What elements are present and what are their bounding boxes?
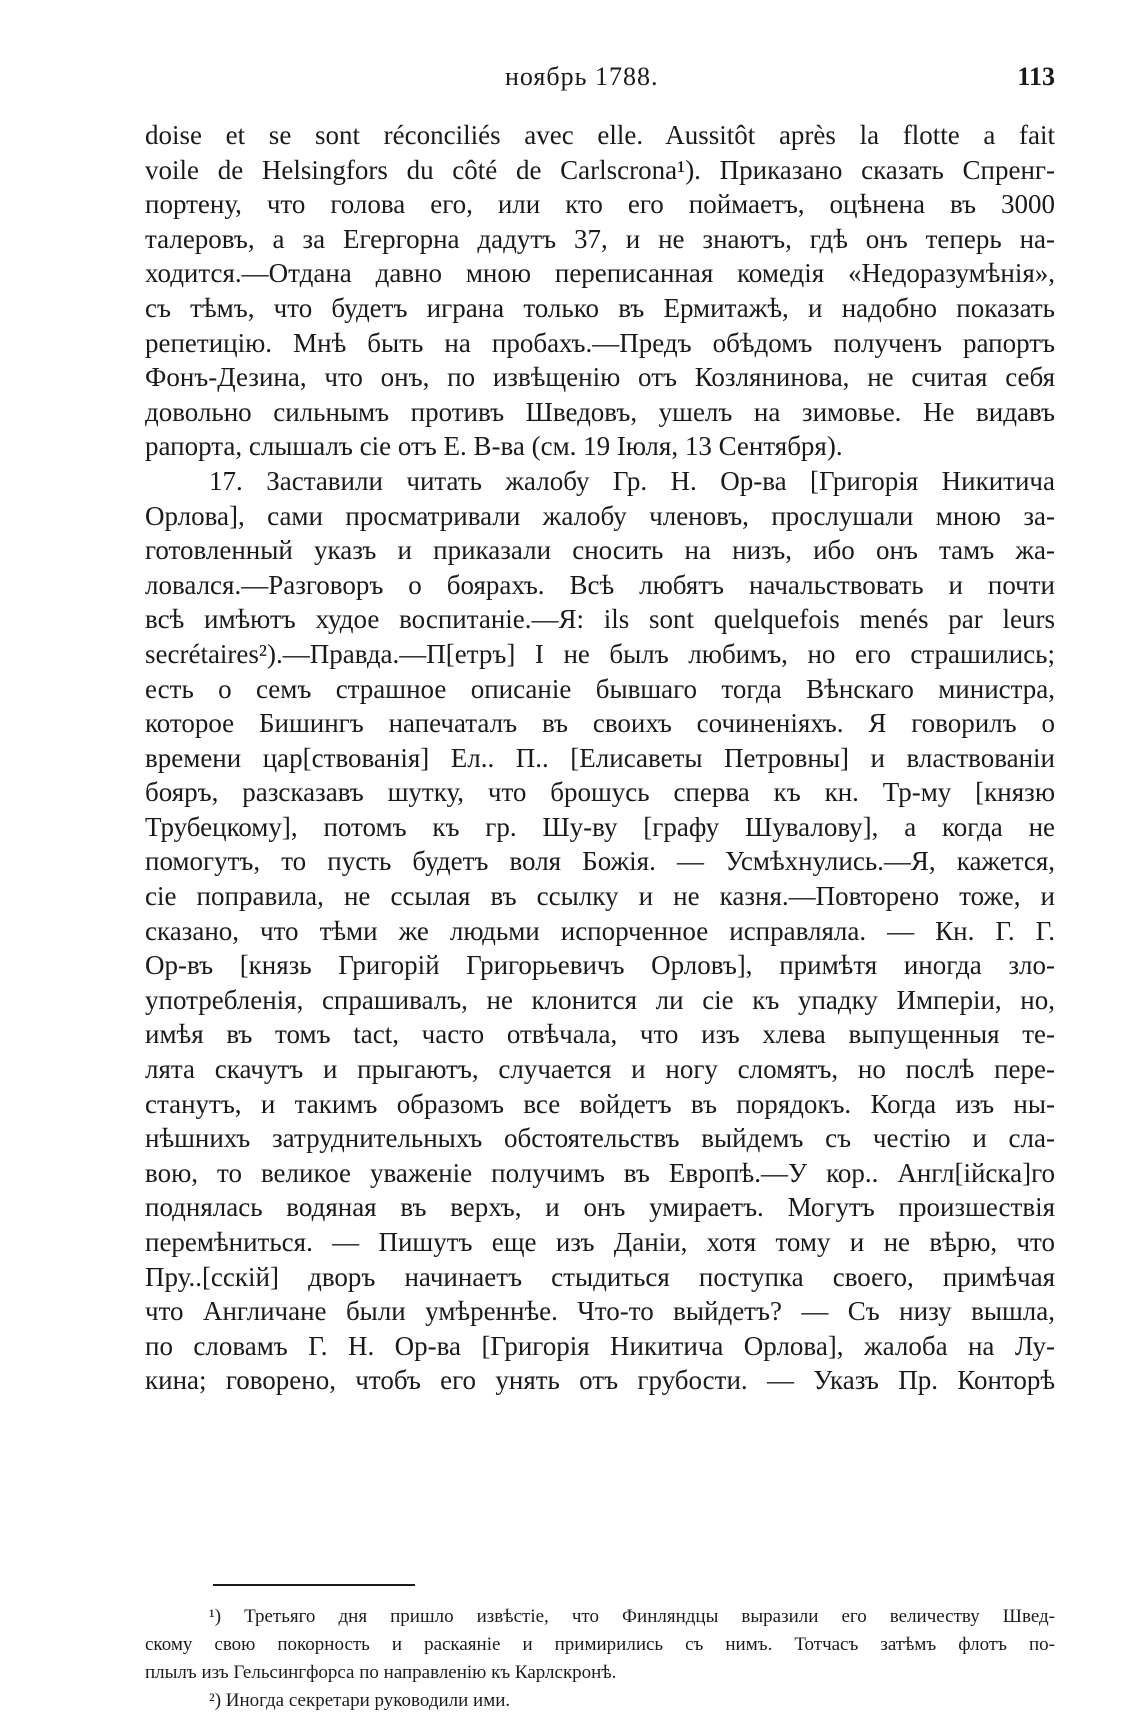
- text-line: времени цар[ствованія] Ел.. П.. [Елисаветы Петровны] и властвованіи: [145, 742, 1055, 773]
- text-line: есть о семъ страшное описаніе бывшаго тогда Вѣнскаго министра,: [145, 673, 1055, 704]
- text-line: бояръ, разсказавъ шутку, что брошусь сперва къ кн. Тр-му [князю: [145, 777, 1055, 808]
- text-line: Ор-въ [князь Григорій Григорьевичъ Орловъ], примѣтя иногда зло-: [145, 950, 1055, 981]
- text-line: поднялась водяная въ верхъ, и онъ умираетъ. Могутъ произшествія: [145, 1192, 1055, 1223]
- footnote-line: ²) Иногда секретари руководили ими.: [209, 1690, 511, 1711]
- text-line: voile de Helsingfors du côté de Carlscrona¹). Приказано сказать Спренг-: [145, 154, 1055, 185]
- text-line: что Англичане были умѣреннѣе. Что-то выйдетъ? — Съ низу вышла,: [145, 1296, 1055, 1327]
- text-line: рапорта, слышалъ сіе отъ Е. В-ва (см. 19 Іюля, 13 Сентября).: [145, 431, 843, 462]
- text-line: перемѣниться. — Пишутъ еще изъ Даніи, хотя тому и не вѣрю, что: [145, 1227, 1055, 1257]
- text-line: вою, то великое уваженіе получимъ въ Европѣ.—У кор.. Англ[ійска]го: [145, 1157, 1055, 1188]
- text-line: ловался.—Разговоръ о боярахъ. Всѣ любятъ начальствовать и почти: [145, 569, 1055, 600]
- text-line: сіе поправила, не ссылая въ ссылку и не казня.—Повторено тоже, и: [145, 881, 1055, 912]
- text-line: довольно сильнымъ противъ Шведовъ, ушелъ на зимовье. Не видавъ: [145, 396, 1055, 427]
- text-line: имѣя въ томъ tact, часто отвѣчала, что изъ хлева выпущенныя те-: [145, 1019, 1055, 1050]
- text-line: Орлова], сами просматривали жалобу членовъ, прослушали мною за-: [145, 500, 1055, 531]
- text-line: нѣшнихъ затруднительныхъ обстоятельствъ выйдемъ съ честію и сла-: [145, 1123, 1055, 1154]
- text-line: съ тѣмъ, что будетъ играна только въ Ермитажѣ, и надобно показать: [145, 292, 1055, 323]
- text-line: помогутъ, то пусть будетъ воля Божія. — Усмѣхнулись.—Я, кажется,: [145, 846, 1055, 877]
- page-header: [145, 62, 1055, 102]
- text-line: употребленія, спрашивалъ, не клонится ли сіе къ упадку Имперіи, но,: [145, 984, 1055, 1015]
- text-line: Трубецкому], потомъ къ гр. Шу-ву [графу Шувалову], а когда не: [145, 811, 1055, 842]
- text-line: сказано, что тѣми же людьми испорченное исправляла. — Кн. Г. Г.: [145, 915, 1055, 946]
- footnote-line: скому свою покорность и раскаяніе и примирились съ нимъ. Тотчасъ затѣмъ флотъ по-: [145, 1634, 1055, 1655]
- text-line: кина; говорено, чтобъ его унять отъ грубости. — Указъ Пр. Конторѣ: [145, 1365, 1055, 1396]
- text-line: которое Бишингъ напечаталъ въ своихъ сочиненіяхъ. Я говорилъ о: [145, 708, 1055, 739]
- text-line: ходится.—Отдана давно мною переписанная комедія «Недоразумѣнія»,: [145, 258, 1055, 289]
- text-line: готовленный указъ и приказали сносить на низъ, ибо онъ тамъ жа-: [145, 535, 1055, 566]
- text-line: по словамъ Г. Н. Ор-ва [Григорія Никитича Орлова], жалоба на Лу-: [145, 1330, 1055, 1361]
- running-title: ноябрь 1788.: [505, 62, 659, 91]
- text-line: Пру..[сскій] дворъ начинаетъ стыдиться поступка своего, примѣчая: [145, 1261, 1055, 1292]
- page-number: 113: [1017, 62, 1055, 91]
- footnote-line: плылъ изъ Гельсингфорса по направленію къ Карлскронѣ.: [145, 1662, 617, 1683]
- main-text: [145, 118, 1055, 1398]
- text-line: станутъ, и такимъ образомъ все войдетъ въ порядокъ. Когда изъ ны-: [145, 1088, 1055, 1119]
- text-line: репетицію. Мнѣ быть на пробахъ.—Предъ обѣдомъ полученъ рапортъ: [145, 327, 1055, 358]
- text-line: портену, что голова его, или кто его поймаетъ, оцѣнена въ 3000: [145, 189, 1055, 220]
- footnote-line: ¹) Третьяго дня пришло извѣстіе, что Финляндцы выразили его величеству Швед-: [209, 1606, 1055, 1627]
- text-line: doise et se sont réconciliés avec elle. Aussitôt après la flotte a fait: [145, 120, 1055, 150]
- text-line: Фонъ-Дезина, что онъ, по извѣщенію отъ Козлянинова, не считая себя: [145, 362, 1055, 393]
- text-line: лята скачутъ и прыгаютъ, случается и ногу сломятъ, но послѣ пере-: [145, 1054, 1055, 1085]
- text-line: талеровъ, а за Егергорна дадутъ 37, и не знаютъ, гдѣ онъ теперь на-: [145, 223, 1055, 254]
- text-line: 17. Заставили читать жалобу Гр. Н. Ор-ва [Григорія Никитича: [209, 465, 1055, 496]
- footnote-divider: [213, 1584, 415, 1586]
- text-line: secrétaires²).—Правда.—П[етръ] I не былъ любимъ, но его страшились;: [145, 638, 1055, 669]
- footnotes: [145, 1603, 1055, 1715]
- text-line: всѣ имѣютъ худое воспитаніе.—Я: ils sont quelquefois menés par leurs: [145, 604, 1055, 635]
